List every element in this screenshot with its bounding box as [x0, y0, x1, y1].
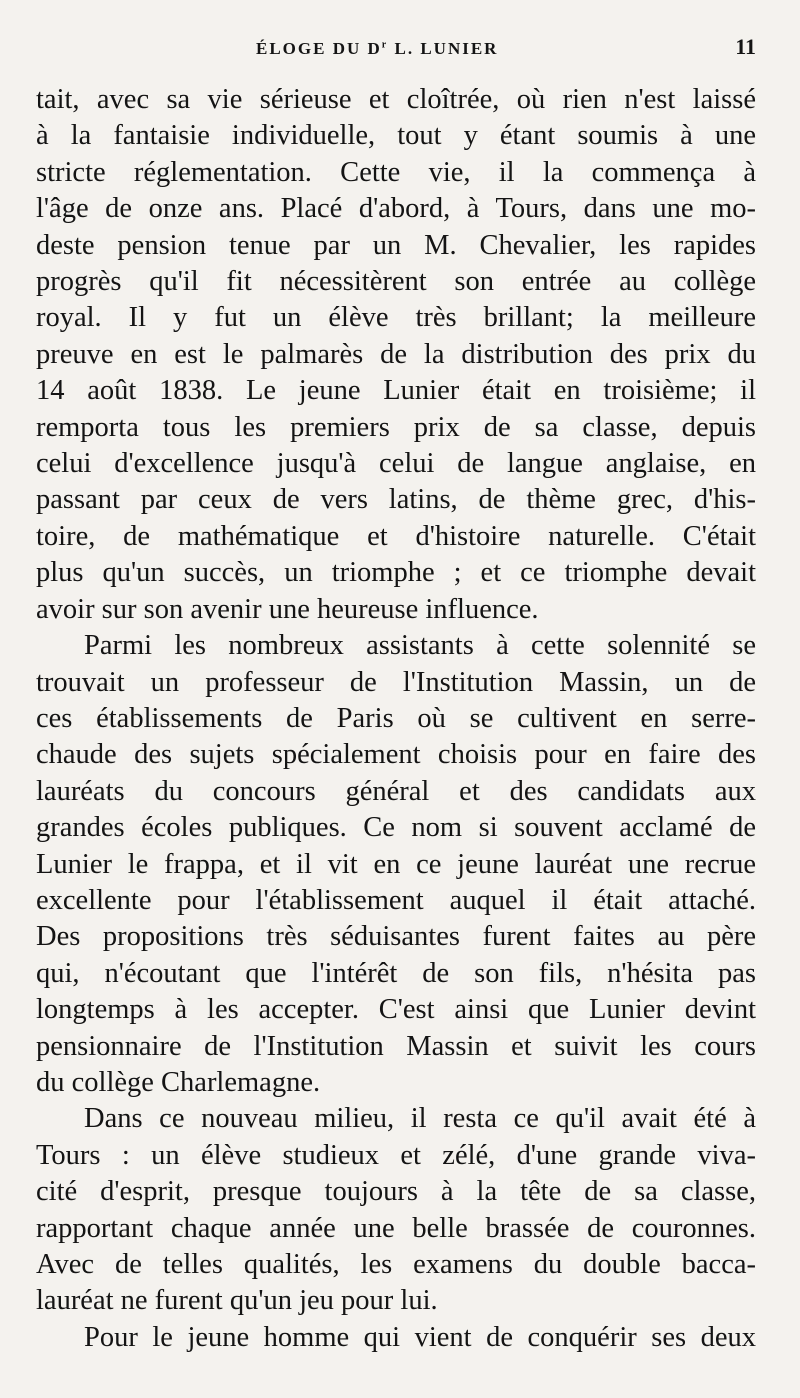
text-line: avoir sur son avenir une heureuse influence. [36, 593, 539, 625]
running-head [36, 34, 756, 82]
text-line: royal. Il y fut un élève très brillant; la meilleure [36, 302, 756, 334]
paragraph [36, 1101, 756, 1319]
page-number: 11 [735, 34, 756, 59]
text-line: trouvait un professeur de l'Institution Massin, un de [36, 666, 756, 698]
running-title: ÉLOGE DU $D^r$ L. LUNIER [256, 39, 499, 58]
text-line: tait, avec sa vie sérieuse et cloîtrée, où rien n'est laissé [36, 84, 756, 115]
text-line: Pour le jeune homme qui vient de conquérir ses deux [84, 1321, 756, 1353]
text-line: Lunier le frappa, et il vit en ce jeune lauréat une recrue [36, 848, 756, 880]
text-line: excellente pour l'établissement auquel il était attaché. [36, 884, 756, 916]
text-line: Avec de telles qualités, les examens du double bacca- [36, 1249, 756, 1280]
text-line: grandes écoles publiques. Ce nom si souvent acclamé de [36, 812, 756, 844]
text-line: celui d'excellence jusqu'à celui de langue anglaise, en [36, 448, 756, 480]
text-line: stricte réglementation. Cette vie, il la commença à [36, 156, 756, 188]
text-line: progrès qu'il fit nécessitèrent son entrée au collège [36, 266, 756, 298]
text-line: qui, n'écoutant que l'intérêt de son fils, n'hésita pas [36, 957, 756, 989]
text-line: du collège Charlemagne. [36, 1066, 321, 1098]
paragraph [36, 628, 756, 1101]
text-line: Dans ce nouveau milieu, il resta ce qu'il avait été à [84, 1103, 756, 1135]
text-line: remporta tous les premiers prix de sa classe, depuis [36, 411, 756, 443]
text-line: cité d'esprit, presque toujours à la tête de sa classe, [36, 1176, 756, 1208]
text-line: toire, de mathématique et d'histoire naturelle. C'était [36, 520, 756, 552]
text-line: preuve en est le palmarès de la distribution des prix du [36, 338, 756, 370]
text-line: à la fantaisie individuelle, tout y étant soumis à une [36, 120, 756, 152]
text-line: passant par ceux de vers latins, de thème grec, d'his- [36, 484, 756, 516]
text-line: deste pension tenue par un M. Chevalier, les rapides [36, 229, 756, 261]
text-line: longtemps à les accepter. C'est ainsi que Lunier devint [36, 994, 756, 1026]
text-line: lauréat ne furent qu'un jeu pour lui. [36, 1285, 438, 1317]
text-line: Tours : un élève studieux et zélé, d'une grande viva- [36, 1139, 756, 1171]
text-line: rapportant chaque année une belle brassée de couronnes. [36, 1212, 756, 1244]
text-line: l'âge de onze ans. Placé d'abord, à Tours, dans une mo- [36, 193, 756, 225]
paragraph [36, 1320, 756, 1356]
text-line: Des propositions très séduisantes furent faites au père [36, 921, 756, 953]
text-line: lauréats du concours général et des candidats aux [36, 775, 756, 807]
text-line: ces établissements de Paris où se cultivent en serre- [36, 702, 756, 734]
text-line: chaude des sujets spécialement choisis pour en faire des [36, 739, 756, 771]
body-text [36, 82, 756, 1356]
text-line: 14 août 1838. Le jeune Lunier était en troisième; il [36, 375, 756, 407]
paragraph [36, 82, 756, 628]
text-line: plus qu'un succès, un triomphe ; et ce triomphe devait [36, 557, 756, 589]
text-line: pensionnaire de l'Institution Massin et suivit les cours [36, 1030, 756, 1062]
text-line: Parmi les nombreux assistants à cette solennité se [84, 630, 756, 662]
